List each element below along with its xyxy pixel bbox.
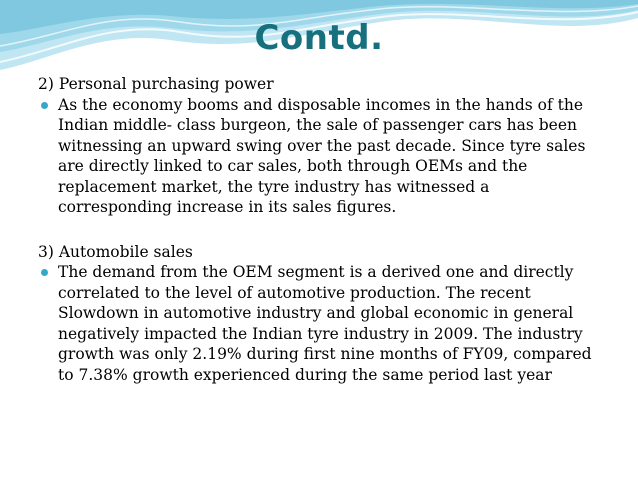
section-heading-automobile-sales: 3) Automobile sales xyxy=(38,242,193,261)
bullet-icon xyxy=(41,102,48,109)
slide-content xyxy=(38,74,598,385)
bullet-item xyxy=(38,95,598,218)
section-heading-personal-purchasing-power: 2) Personal purchasing power xyxy=(38,75,274,93)
bullet-item xyxy=(38,262,598,385)
bullet-icon xyxy=(41,269,48,276)
bullet-text: As the economy booms and disposable incomes in the hands of the Indian middle- class burgeon, the sale of passenger cars has been witnessing an upward swing over the past decade. Since tyre sales are directly linked to car sales, both through OEMs and the replacement market, the tyre industry has witnessed a corresponding increase in its sales figures. xyxy=(58,95,586,216)
bullet-text: The demand from the OEM segment is a derived one and directly correlated to the level of automotive production. The recent Slowdown in automotive industry and global economic in general negatively impacted the Indian tyre industry in 2009. The industry growth was only 2.19% during first nine months of FY09, compared to 7.38% growth experienced during the same period last year xyxy=(58,263,592,384)
slide-title: Contd. xyxy=(254,18,384,58)
